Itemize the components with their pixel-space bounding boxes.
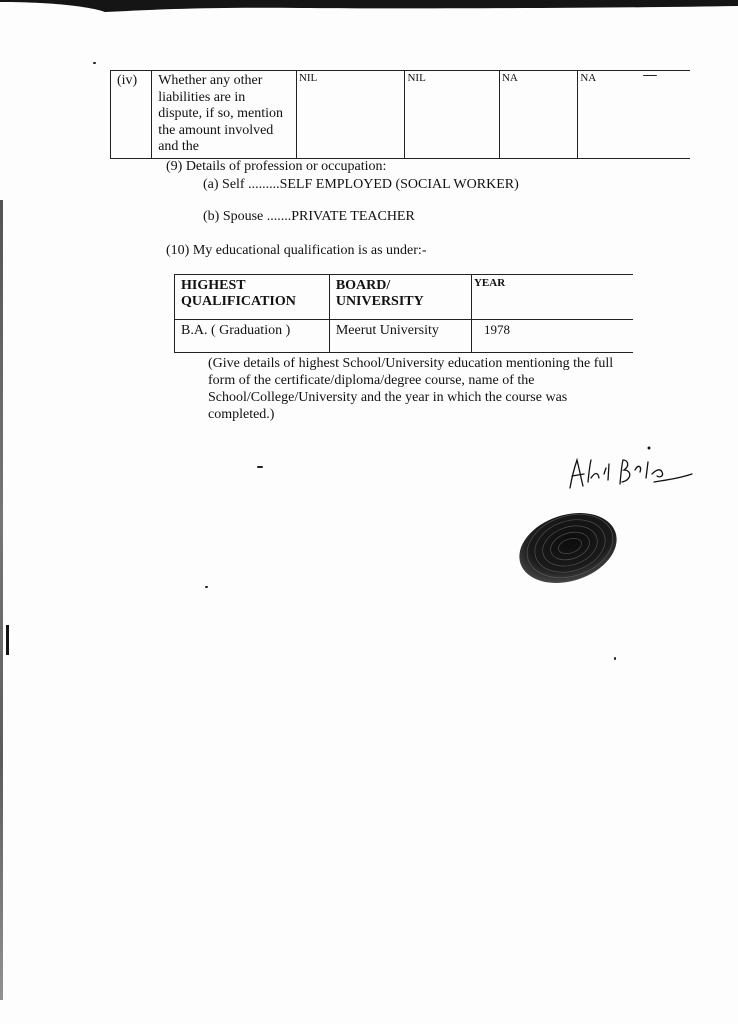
- value-cell: NA: [578, 71, 690, 159]
- qualification-cell: B.A. ( Graduation ): [175, 320, 330, 353]
- profession-spouse: (b) Spouse .......PRIVATE TEACHER: [203, 209, 415, 224]
- signature: [562, 438, 697, 493]
- profession-heading: (9) Details of profession or occupation:: [166, 159, 387, 174]
- university-cell: Meerut University: [329, 320, 471, 353]
- speck: [93, 62, 96, 64]
- scan-top-edge: [0, 0, 738, 14]
- value-cell: NIL: [296, 71, 405, 159]
- speck: [205, 586, 208, 588]
- serial-cell: (iv): [111, 71, 152, 159]
- table-row: [111, 71, 691, 159]
- year-cell: 1978: [471, 320, 633, 353]
- scan-left-edge: [0, 200, 3, 1000]
- value-cell: NIL: [405, 71, 499, 159]
- column-header: YEAR: [471, 275, 633, 320]
- value-cell: NA: [499, 71, 577, 159]
- liabilities-table: [110, 70, 690, 159]
- education-note: (Give details of highest School/University education mentioning the full form of the certificate/diploma/degree course, name of the School/College/University and the year in which the course was completed.): [208, 356, 614, 422]
- table-row: [175, 320, 634, 353]
- qualification-table: [174, 274, 633, 353]
- column-header: BOARD/ UNIVERSITY: [329, 275, 471, 320]
- scan-edge-mark: [6, 625, 9, 655]
- speck: [614, 657, 616, 660]
- table-header-row: [175, 275, 634, 320]
- speck: [257, 466, 263, 468]
- profession-self: (a) Self .........SELF EMPLOYED (SOCIAL WORKER): [203, 177, 519, 192]
- description-cell: Whether any other liabilities are in dispute, if so, mention the amount involved and the: [152, 71, 297, 159]
- thumbprint: [512, 508, 620, 592]
- education-heading: (10) My educational qualification is as under:-: [166, 243, 427, 258]
- column-header: HIGHEST QUALIFICATION: [175, 275, 330, 320]
